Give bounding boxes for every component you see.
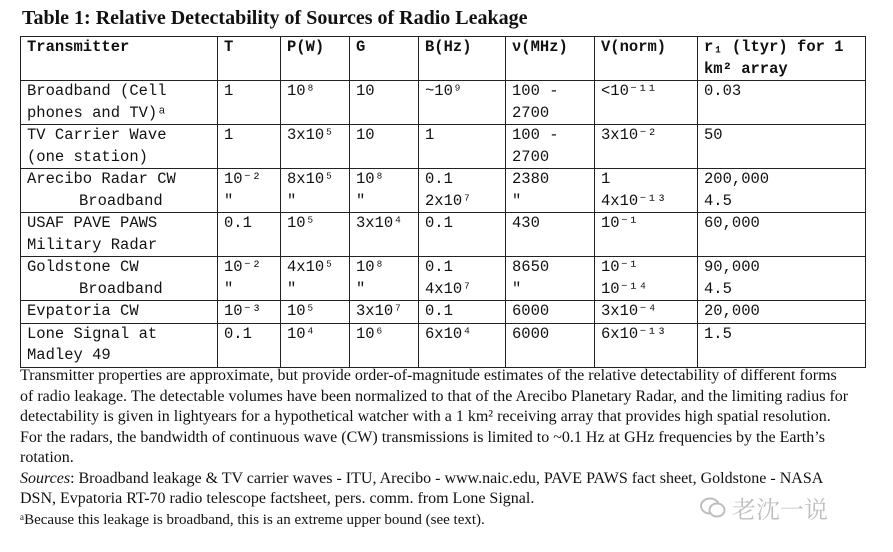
- cell-line: 10⁴: [287, 324, 315, 343]
- cell-line: 10⁸: [356, 170, 384, 188]
- cell-line: 6000: [512, 324, 550, 343]
- cell-line: 10: [356, 126, 375, 144]
- cell-radius: [698, 301, 866, 324]
- header-transmitter: Transmitter: [21, 37, 218, 81]
- cell-line: 0.1: [224, 214, 252, 232]
- cell-line: 4.5: [704, 191, 732, 210]
- cell-line: 0.03: [704, 82, 742, 100]
- cell-line: Lone Signal at: [27, 324, 158, 343]
- header-power: P(W): [281, 37, 350, 81]
- cell-gain: [350, 323, 419, 367]
- cell-line: 1.5: [704, 324, 732, 343]
- cell-t: [218, 81, 281, 125]
- cell-line: 3x10⁴: [356, 214, 403, 232]
- cell-line: 10⁻¹: [601, 258, 639, 276]
- cell-volume-norm: [595, 301, 698, 324]
- cell-line: 1: [601, 170, 611, 188]
- cell-transmitter: [21, 323, 218, 367]
- cell-line: 2700: [512, 147, 550, 166]
- cell-line: 10⁻³: [224, 302, 262, 320]
- cell-line: 3x10⁻⁴: [601, 302, 657, 320]
- cell-bandwidth: [419, 257, 506, 301]
- cell-line: 2x10⁷: [425, 191, 472, 210]
- cell-line: 10⁸: [287, 82, 315, 100]
- cell-transmitter: [21, 125, 218, 169]
- cell-t: [218, 323, 281, 367]
- cell-power: [281, 301, 350, 324]
- cell-power: [281, 81, 350, 125]
- cell-line: ": [224, 279, 234, 298]
- cell-line: Broadband: [79, 191, 163, 210]
- table-row: [21, 257, 866, 301]
- cell-line: 6000: [512, 302, 550, 320]
- cell-line: <10⁻¹¹: [601, 82, 657, 100]
- cell-line: 10⁻¹⁴: [601, 279, 648, 298]
- cell-line: 0.1: [425, 170, 453, 188]
- header-radius-line1: r₁ (ltyr) for: [704, 38, 825, 56]
- cell-t: [218, 125, 281, 169]
- cell-power: [281, 213, 350, 257]
- cell-t: [218, 301, 281, 324]
- cell-line: 50: [704, 126, 723, 144]
- cell-line: 10⁻¹: [601, 214, 639, 232]
- table-row: [21, 169, 866, 213]
- cell-line: USAF PAVE PAWS: [27, 214, 158, 232]
- cell-line: 0.1: [425, 258, 453, 276]
- header-t: T: [218, 37, 281, 81]
- cell-line: 430: [512, 214, 540, 232]
- cell-power: [281, 169, 350, 213]
- cell-line: 10⁻²: [224, 258, 262, 276]
- cell-frequency: [506, 125, 595, 169]
- cell-bandwidth: [419, 169, 506, 213]
- cell-radius: [698, 81, 866, 125]
- cell-line: ": [356, 191, 366, 210]
- header-radius: [698, 37, 866, 81]
- header-bandwidth: B(Hz): [419, 37, 506, 81]
- cell-volume-norm: [595, 169, 698, 213]
- cell-radius: [698, 323, 866, 367]
- cell-radius: [698, 213, 866, 257]
- cell-gain: [350, 125, 419, 169]
- cell-t: [218, 169, 281, 213]
- watermark: [700, 490, 828, 525]
- cell-bandwidth: [419, 301, 506, 324]
- cell-bandwidth: [419, 81, 506, 125]
- cell-volume-norm: [595, 213, 698, 257]
- cell-power: [281, 257, 350, 301]
- cell-frequency: [506, 81, 595, 125]
- cell-line: ": [224, 191, 234, 210]
- header-radius-line2: 1 km² array: [704, 38, 844, 78]
- watermark-text: 老沈一说: [732, 496, 828, 524]
- cell-power: [281, 323, 350, 367]
- caption-footnote: ᵃBecause this leakage is broadband, this is an extreme upper bound (see text).: [20, 511, 485, 528]
- cell-line: Broadband: [79, 279, 163, 298]
- table-row: [21, 81, 866, 125]
- cell-line: 2380: [512, 170, 550, 188]
- cell-volume-norm: [595, 323, 698, 367]
- cell-frequency: [506, 169, 595, 213]
- cell-line: 4.5: [704, 279, 732, 298]
- cell-line: 1: [224, 82, 234, 100]
- cell-line: ": [512, 191, 522, 210]
- cell-line: Goldstone CW: [27, 258, 139, 276]
- cell-frequency: [506, 257, 595, 301]
- cell-line: 1: [425, 126, 435, 144]
- sources-text: : Broadband leakage & TV carrier waves - ITU, Arecibo - www.naic.edu, PAVE PAWS fact sheet, Goldstone - NASA DSN, Evpatoria RT-70 radio telescope factsheet, pers. comm. from Lone Signal.: [20, 469, 823, 507]
- cell-line: 1: [224, 126, 234, 144]
- cell-volume-norm: [595, 81, 698, 125]
- cell-line: 0.1: [425, 302, 453, 320]
- cell-transmitter: [21, 169, 218, 213]
- table-header-row: [21, 37, 866, 81]
- cell-line: 10⁻²: [224, 170, 262, 188]
- cell-line: 3x10⁷: [356, 302, 403, 320]
- cell-line: 200,000: [704, 170, 770, 188]
- cell-line: (one station): [27, 147, 148, 166]
- cell-line: 4x10⁷: [425, 279, 472, 298]
- cell-radius: [698, 169, 866, 213]
- cell-line: 6x10⁴: [425, 324, 472, 343]
- cell-bandwidth: [419, 125, 506, 169]
- cell-transmitter: [21, 213, 218, 257]
- caption-text: Transmitter properties are approximate, but provide order-of-magnitude estimates of the relative detectability of different forms of radio leakage. The detectable volumes have been normalized to that of the Arecibo Planetary Radar, and the limiting radius for detectability is given in lightyears for a hypothetical watcher with a 1 km² receiving array that provides high spatial resolution. For the radars, the bandwidth of continuous wave (CW) transmissions is limited to ~0.1 Hz at GHz frequencies by the Earth’s rotation.: [20, 367, 849, 466]
- cell-line: 20,000: [704, 302, 760, 320]
- cell-line: ": [356, 279, 366, 298]
- cell-line: 100 -: [512, 82, 559, 100]
- radio-leakage-table: [20, 36, 866, 368]
- cell-line: Evpatoria CW: [27, 302, 139, 320]
- sources-label: Sources: [20, 469, 71, 487]
- cell-bandwidth: [419, 213, 506, 257]
- cell-line: 10⁶: [356, 324, 384, 343]
- cell-line: Broadband (Cell: [27, 82, 167, 100]
- cell-line: 0.1: [425, 214, 453, 232]
- cell-line: 4x10⁵: [287, 258, 334, 276]
- cell-power: [281, 125, 350, 169]
- cell-line: 8650: [512, 258, 550, 276]
- cell-line: 3x10⁻²: [601, 126, 657, 144]
- cell-line: ": [512, 279, 522, 298]
- cell-gain: [350, 257, 419, 301]
- cell-gain: [350, 169, 419, 213]
- cell-line: 8x10⁵: [287, 170, 334, 188]
- cell-gain: [350, 301, 419, 324]
- table-title: Table 1: Relative Detectability of Sources of Radio Leakage: [22, 7, 528, 29]
- chat-bubble-icon: [700, 497, 726, 525]
- cell-line: 4x10⁻¹³: [601, 191, 667, 210]
- cell-line: 10⁸: [356, 258, 384, 276]
- cell-gain: [350, 213, 419, 257]
- table-row: [21, 213, 866, 257]
- table-row: [21, 125, 866, 169]
- cell-line: Arecibo Radar CW: [27, 170, 176, 188]
- cell-line: 6x10⁻¹³: [601, 324, 667, 343]
- cell-line: Military Radar: [27, 235, 158, 254]
- cell-transmitter: [21, 257, 218, 301]
- cell-bandwidth: [419, 323, 506, 367]
- cell-frequency: [506, 213, 595, 257]
- cell-line: ": [287, 279, 297, 298]
- cell-line: 100 -: [512, 126, 559, 144]
- cell-line: phones and TV)ᵃ: [27, 103, 167, 122]
- cell-line: 10: [356, 82, 375, 100]
- cell-line: ": [287, 191, 297, 210]
- cell-line: Madley 49: [27, 346, 111, 364]
- cell-t: [218, 257, 281, 301]
- cell-frequency: [506, 301, 595, 324]
- cell-line: 90,000: [704, 258, 760, 276]
- cell-line: 3x10⁵: [287, 126, 334, 144]
- table-row: [21, 323, 866, 367]
- cell-frequency: [506, 323, 595, 367]
- cell-line: 60,000: [704, 214, 760, 232]
- cell-line: TV Carrier Wave: [27, 126, 167, 144]
- cell-line: 10⁵: [287, 302, 315, 320]
- table-row: [21, 301, 866, 324]
- cell-line: 10⁵: [287, 214, 315, 232]
- cell-line: ~10⁹: [425, 82, 463, 100]
- cell-line: 2700: [512, 103, 550, 122]
- header-gain: G: [350, 37, 419, 81]
- header-volume-norm: V(norm): [595, 37, 698, 81]
- cell-transmitter: [21, 301, 218, 324]
- cell-line: 0.1: [224, 324, 252, 343]
- header-frequency: ν(MHz): [506, 37, 595, 81]
- cell-gain: [350, 81, 419, 125]
- cell-radius: [698, 125, 866, 169]
- cell-transmitter: [21, 81, 218, 125]
- cell-volume-norm: [595, 125, 698, 169]
- cell-volume-norm: [595, 257, 698, 301]
- cell-t: [218, 213, 281, 257]
- cell-radius: [698, 257, 866, 301]
